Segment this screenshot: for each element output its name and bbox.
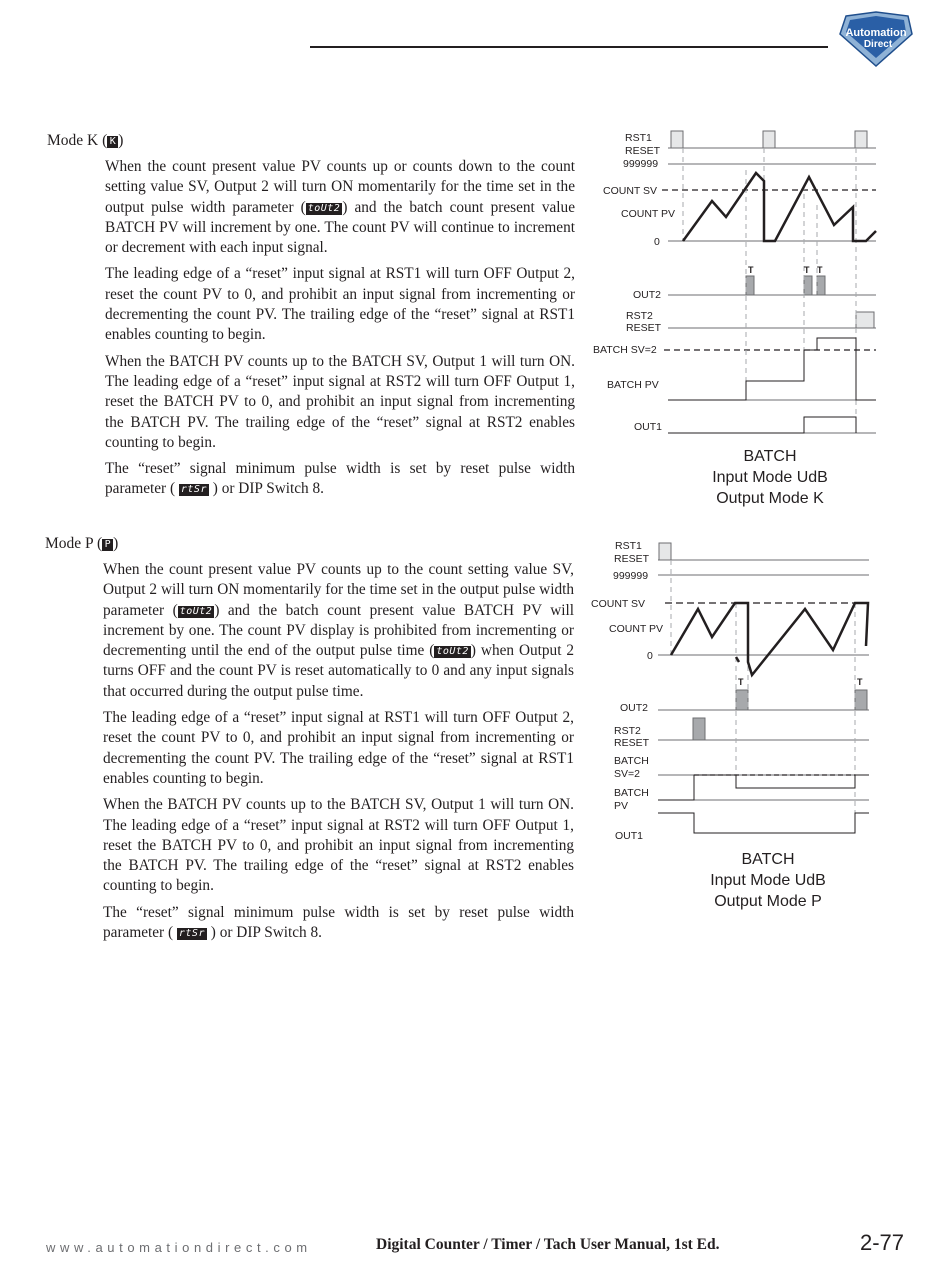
- mode-p-paragraph-3: When the BATCH PV counts up to the BATCH SV, Output 1 will turn ON. The leading edge of a “reset” input signal at RST2 will turn OFF Output 1, reset the BATCH PV to 0, and prohibit an input signal from incrementing the BATCH PV. The trailing edge of the “reset” signal at RST2 enables counting to begin.: [103, 796, 574, 895]
- zero-label: 0: [647, 650, 653, 662]
- t-marker: T: [804, 265, 810, 275]
- mode-p-heading: Mode P ( P ): [45, 535, 119, 552]
- reset-label: RESET: [625, 145, 661, 157]
- footer-url: www.automationdirect.com: [46, 1240, 312, 1255]
- batch2-label: BATCH: [614, 787, 649, 799]
- toUt2-param-icon: toUt2: [179, 605, 213, 617]
- out1-label: OUT1: [634, 421, 663, 433]
- mode-k-paragraph-1: When the count present value PV counts up or counts down to the count setting value SV, Output 2 will turn ON momentarily for the time set in the output pulse width parameter ( toUt2 ) and the batch count present value BATCH PV will increment by one. The count PV will continue to increment or decrement with each input signal.: [105, 158, 575, 257]
- t-marker: T: [738, 677, 744, 687]
- mode-p-caption: BATCH Input Mode UdB Output Mode P: [710, 851, 826, 910]
- out2-label: OUT2: [633, 289, 662, 301]
- count-pv-label: COUNT PV: [621, 208, 676, 220]
- mode-p-icon: P: [102, 539, 113, 551]
- rtSr-param-icon: rtSr: [180, 484, 207, 496]
- t-marker: T: [857, 677, 863, 687]
- mode-k-icon: K: [107, 136, 118, 148]
- footer-title: Digital Counter / Timer / Tach User Manual, 1st Ed.: [376, 1236, 720, 1253]
- mode-k-paragraph-2: The leading edge of a “reset” input signal at RST1 will turn OFF Output 2, reset the count PV to 0, and prohibit an input signal from incrementing or decrementing the count PV. The trailing edge of the “reset” signal at RST1 enables counting to begin.: [105, 265, 575, 344]
- automationdirect-logo: [838, 10, 914, 68]
- t-marker: T: [817, 265, 823, 275]
- zero-label: 0: [654, 236, 660, 248]
- mode-k-paragraph-4: The “reset” signal minimum pulse width is set by reset pulse width parameter ( rtSr ) or DIP Switch 8.: [105, 460, 575, 498]
- mode-p-paragraph-4: The “reset” signal minimum pulse width is set by reset pulse width parameter ( rtSr ) or DIP Switch 8.: [103, 903, 574, 942]
- count-pv-label: COUNT PV: [609, 623, 664, 635]
- rst2-label: RST2: [626, 310, 653, 322]
- max-count-label: 999999: [623, 158, 659, 170]
- batch-sv-label: SV=2: [614, 768, 640, 780]
- batch-label: BATCH: [614, 755, 649, 767]
- mode-k-paragraph-3: When the BATCH PV counts up to the BATCH SV, Output 1 will turn ON. The leading edge of a “reset” input signal at RST2 will turn OFF Output 1, reset the BATCH PV to 0, and prohibit an input signal from incrementing the BATCH PV. The trailing edge of the “reset” signal at RST2 enables counting to begin.: [105, 352, 575, 451]
- mode-p-timing-diagram: [585, 535, 885, 845]
- batch-pv-label: BATCH PV: [607, 379, 659, 391]
- page-number: 2-77: [860, 1230, 905, 1255]
- reset-label: RESET: [614, 553, 650, 565]
- mode-k-heading: Mode K ( K ): [47, 132, 124, 149]
- out1-label: OUT1: [615, 830, 644, 842]
- max-count-label: 999999: [613, 570, 649, 582]
- count-sv-label: COUNT SV: [603, 185, 658, 197]
- toUt2-param-icon: toUt2: [307, 202, 341, 214]
- mode-p-paragraph-2: The leading edge of a “reset” input signal at RST1 will turn OFF Output 2, reset the count PV to 0, and prohibit an input signal from incrementing or decrementing the count PV. The trailing edge of the “reset” signal at RST1 enables counting to begin.: [103, 709, 574, 787]
- reset2-label: RESET: [614, 737, 650, 749]
- rst1-label: RST1: [625, 132, 652, 144]
- toUt2-param-icon: toUt2: [436, 646, 469, 658]
- logo-line1: Automation: [845, 27, 907, 39]
- reset2-label: RESET: [626, 322, 662, 334]
- t-marker: T: [748, 265, 754, 275]
- header-rule: [310, 46, 828, 48]
- mode-k-timing-diagram: [590, 125, 890, 445]
- rst2-label: RST2: [614, 725, 641, 737]
- out2-label: OUT2: [620, 702, 649, 714]
- mode-p-paragraph-1: When the count present value PV counts up to the count setting value SV, Output 2 will turn ON momentarily for the time set in the output pulse width parameter ( toUt2 ) and the batch count present value BATCH PV will increment by one. The count PV display is prohibited from incrementing or decrementing until the end of the output pulse time ( toUt2 ) when Output 2 turns OFF and the count PV is reset automatically to 0 and any input signals that occurred during the output pulse time.: [103, 561, 575, 700]
- batch-pv-label: PV: [614, 800, 629, 812]
- mode-k-caption: BATCH Input Mode UdB Output Mode K: [712, 448, 828, 507]
- mode-p-text: [103, 560, 574, 949]
- logo-line2: Direct: [863, 39, 893, 50]
- rtSr-param-icon: rtSr: [178, 928, 205, 940]
- count-sv-label: COUNT SV: [591, 598, 646, 610]
- batch-sv-label: BATCH SV=2: [593, 344, 657, 356]
- rst1-label: RST1: [615, 540, 642, 552]
- mode-k-text: [105, 157, 575, 506]
